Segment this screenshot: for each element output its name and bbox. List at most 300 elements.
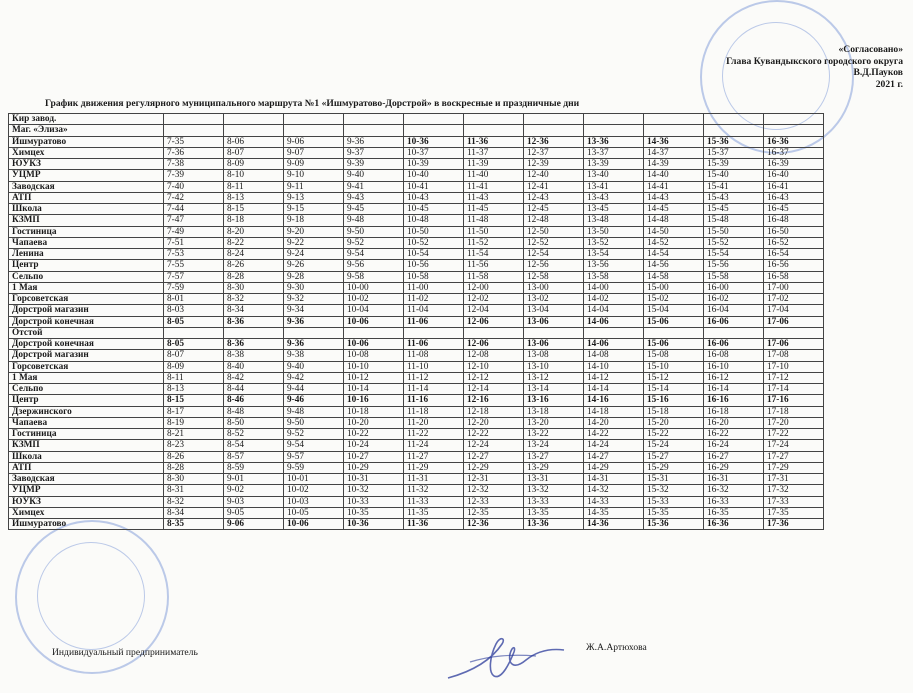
departure-time-cell: 17-06: [764, 316, 824, 327]
departure-time-cell: 15-31: [644, 474, 704, 485]
stop-name-cell: Ишмуратово: [9, 136, 164, 147]
schedule-row: [9, 215, 824, 226]
departure-time-cell: 8-36: [224, 339, 284, 350]
departure-time-cell: 17-31: [764, 474, 824, 485]
departure-time-cell: 10-05: [284, 507, 344, 518]
schedule-row: [9, 440, 824, 451]
departure-time-cell: 17-24: [764, 440, 824, 451]
departure-time-cell: 15-50: [704, 226, 764, 237]
departure-time-cell: 15-04: [644, 305, 704, 316]
departure-time-cell: 14-18: [584, 406, 644, 417]
departure-time-cell: 11-45: [464, 204, 524, 215]
departure-time-cell: 15-20: [644, 417, 704, 428]
departure-time-cell: [164, 327, 224, 338]
departure-time-cell: 8-35: [164, 519, 224, 530]
departure-time-cell: 16-39: [764, 159, 824, 170]
header-row-2: [9, 125, 824, 136]
schedule-row: [9, 192, 824, 203]
departure-time-cell: 9-36: [284, 316, 344, 327]
departure-time-cell: 12-24: [464, 440, 524, 451]
departure-time-cell: [764, 327, 824, 338]
stop-name-cell: Центр: [9, 260, 164, 271]
departure-time-cell: 13-52: [584, 237, 644, 248]
departure-time-cell: 16-24: [704, 440, 764, 451]
departure-time-cell: 14-02: [584, 294, 644, 305]
departure-time-cell: 13-18: [524, 406, 584, 417]
departure-time-cell: 15-24: [644, 440, 704, 451]
departure-time-cell: 9-50: [344, 226, 404, 237]
departure-time-cell: 13-36: [584, 136, 644, 147]
departure-time-cell: 8-17: [164, 406, 224, 417]
departure-time-cell: 8-34: [224, 305, 284, 316]
departure-time-cell: 9-50: [284, 417, 344, 428]
departure-time-cell: [704, 327, 764, 338]
schedule-row: [9, 429, 824, 440]
departure-time-cell: 15-22: [644, 429, 704, 440]
departure-time-cell: 11-43: [464, 192, 524, 203]
schedule-row: [9, 519, 824, 530]
departure-time-cell: 11-27: [404, 451, 464, 462]
departure-time-cell: 8-26: [224, 260, 284, 271]
departure-time-cell: 15-06: [644, 339, 704, 350]
departure-time-cell: 16-37: [764, 147, 824, 158]
departure-time-cell: 8-38: [224, 350, 284, 361]
departure-time-cell: 12-54: [524, 249, 584, 260]
departure-time-cell: 12-48: [524, 215, 584, 226]
departure-time-cell: 16-16: [704, 395, 764, 406]
departure-time-cell: 10-40: [404, 170, 464, 181]
departure-time-cell: 14-50: [644, 226, 704, 237]
departure-time-cell: 11-06: [404, 339, 464, 350]
departure-time-cell: 9-10: [284, 170, 344, 181]
departure-time-cell: 11-33: [404, 496, 464, 507]
departure-time-cell: 14-16: [584, 395, 644, 406]
departure-time-cell: 13-36: [524, 519, 584, 530]
schedule-row: [9, 451, 824, 462]
departure-time-cell: 12-32: [464, 485, 524, 496]
departure-time-cell: 14-20: [584, 417, 644, 428]
departure-time-cell: 8-18: [224, 215, 284, 226]
departure-time-cell: 16-56: [764, 260, 824, 271]
departure-time-cell: 8-52: [224, 429, 284, 440]
departure-time-cell: 14-10: [584, 361, 644, 372]
departure-time-cell: 15-37: [704, 147, 764, 158]
footer-entrepreneur-label: Индивидуальный предприниматель: [52, 647, 198, 658]
departure-time-cell: 17-18: [764, 406, 824, 417]
departure-time-cell: 14-24: [584, 440, 644, 451]
departure-time-cell: 14-48: [644, 215, 704, 226]
departure-time-cell: 9-38: [284, 350, 344, 361]
stop-name-cell: АТП: [9, 192, 164, 203]
schedule-row: [9, 417, 824, 428]
departure-time-cell: 10-06: [284, 519, 344, 530]
departure-time-cell: 15-58: [704, 271, 764, 282]
departure-time-cell: 8-21: [164, 429, 224, 440]
departure-time-cell: 15-12: [644, 372, 704, 383]
departure-time-cell: 14-45: [644, 204, 704, 215]
departure-time-cell: 14-14: [584, 384, 644, 395]
departure-time-cell: 13-54: [584, 249, 644, 260]
departure-time-cell: 9-09: [284, 159, 344, 170]
departure-time-cell: 15-27: [644, 451, 704, 462]
departure-time-cell: 16-18: [704, 406, 764, 417]
departure-time-cell: 7-44: [164, 204, 224, 215]
departure-time-cell: 9-40: [344, 170, 404, 181]
departure-time-cell: 8-57: [224, 451, 284, 462]
header-stop-cell: Маг. «Элиза»: [9, 125, 164, 136]
departure-time-cell: 10-08: [344, 350, 404, 361]
departure-time-cell: 8-13: [164, 384, 224, 395]
stop-name-cell: Чапаева: [9, 417, 164, 428]
departure-time-cell: 14-35: [584, 507, 644, 518]
departure-time-cell: 12-02: [464, 294, 524, 305]
departure-time-cell: 12-31: [464, 474, 524, 485]
departure-time-cell: 13-40: [584, 170, 644, 181]
departure-time-cell: 12-35: [464, 507, 524, 518]
departure-time-cell: 14-00: [584, 282, 644, 293]
departure-time-cell: 13-06: [524, 316, 584, 327]
departure-time-cell: 12-06: [464, 316, 524, 327]
departure-time-cell: 11-29: [404, 462, 464, 473]
departure-time-cell: 12-40: [524, 170, 584, 181]
departure-time-cell: 17-08: [764, 350, 824, 361]
departure-time-cell: 8-15: [164, 395, 224, 406]
departure-time-cell: 14-58: [644, 271, 704, 282]
departure-time-cell: 9-58: [344, 271, 404, 282]
departure-time-cell: 12-33: [464, 496, 524, 507]
schedule-row: [9, 249, 824, 260]
departure-time-cell: 8-36: [224, 316, 284, 327]
departure-time-cell: 15-36: [704, 136, 764, 147]
departure-time-cell: 13-43: [584, 192, 644, 203]
stop-name-cell: Отстой: [9, 327, 164, 338]
departure-time-cell: 14-04: [584, 305, 644, 316]
departure-time-cell: 16-14: [704, 384, 764, 395]
departure-time-cell: 15-40: [704, 170, 764, 181]
departure-time-cell: 9-18: [284, 215, 344, 226]
schedule-row: [9, 204, 824, 215]
departure-time-cell: 16-29: [704, 462, 764, 473]
departure-time-cell: 15-10: [644, 361, 704, 372]
departure-time-cell: 9-56: [344, 260, 404, 271]
departure-time-cell: 10-00: [344, 282, 404, 293]
departure-time-cell: 9-20: [284, 226, 344, 237]
schedule-row: [9, 226, 824, 237]
schedule-row: [9, 507, 824, 518]
departure-time-cell: 11-56: [464, 260, 524, 271]
departure-time-cell: 16-12: [704, 372, 764, 383]
departure-time-cell: 16-00: [704, 282, 764, 293]
departure-time-cell: 9-13: [284, 192, 344, 203]
departure-time-cell: 15-00: [644, 282, 704, 293]
schedule-row: [9, 361, 824, 372]
schedule-row: [9, 474, 824, 485]
departure-time-cell: 12-45: [524, 204, 584, 215]
departure-time-cell: 15-06: [644, 316, 704, 327]
departure-time-cell: 8-28: [224, 271, 284, 282]
departure-time-cell: 12-29: [464, 462, 524, 473]
departure-time-cell: 15-41: [704, 181, 764, 192]
stop-name-cell: КЗМП: [9, 215, 164, 226]
departure-time-cell: 9-24: [284, 249, 344, 260]
departure-time-cell: 17-16: [764, 395, 824, 406]
departure-time-cell: 10-36: [344, 519, 404, 530]
schedule-row: [9, 147, 824, 158]
departure-time-cell: 11-02: [404, 294, 464, 305]
departure-time-cell: 13-29: [524, 462, 584, 473]
departure-time-cell: 16-36: [704, 519, 764, 530]
departure-time-cell: 16-06: [704, 316, 764, 327]
departure-time-cell: 16-33: [704, 496, 764, 507]
departure-time-cell: 14-40: [644, 170, 704, 181]
departure-time-cell: 11-18: [404, 406, 464, 417]
departure-time-cell: 8-05: [164, 339, 224, 350]
stop-name-cell: Школа: [9, 451, 164, 462]
stop-name-cell: Дорстрой конечная: [9, 339, 164, 350]
departure-time-cell: 14-52: [644, 237, 704, 248]
stop-name-cell: Химцех: [9, 147, 164, 158]
stop-name-cell: Чапаева: [9, 237, 164, 248]
departure-time-cell: 10-45: [404, 204, 464, 215]
schedule-row: [9, 294, 824, 305]
departure-time-cell: 8-24: [224, 249, 284, 260]
departure-time-cell: 15-18: [644, 406, 704, 417]
document-title: График движения регулярного муниципального маршрута №1 «Ишмуратово-Дорстрой» в воскресные и праздничные дни: [45, 98, 580, 109]
departure-time-cell: 8-40: [224, 361, 284, 372]
stop-name-cell: ЮУКЗ: [9, 496, 164, 507]
departure-time-cell: 16-27: [704, 451, 764, 462]
approval-block: [653, 44, 903, 90]
departure-time-cell: 9-05: [224, 507, 284, 518]
departure-time-cell: 9-59: [284, 462, 344, 473]
schedule-row: [9, 271, 824, 282]
departure-time-cell: 13-56: [584, 260, 644, 271]
departure-time-cell: 13-50: [584, 226, 644, 237]
departure-time-cell: 14-06: [584, 316, 644, 327]
departure-time-cell: 10-24: [344, 440, 404, 451]
stop-name-cell: Химцех: [9, 507, 164, 518]
departure-time-cell: 9-52: [344, 237, 404, 248]
departure-time-cell: 8-07: [224, 147, 284, 158]
departure-time-cell: 14-27: [584, 451, 644, 462]
departure-time-cell: 9-48: [284, 406, 344, 417]
departure-time-cell: 7-35: [164, 136, 224, 147]
departure-time-cell: 11-20: [404, 417, 464, 428]
departure-time-cell: 10-20: [344, 417, 404, 428]
departure-time-cell: 8-13: [224, 192, 284, 203]
departure-time-cell: 8-31: [164, 485, 224, 496]
departure-time-cell: 16-54: [764, 249, 824, 260]
departure-time-cell: 16-10: [704, 361, 764, 372]
departure-time-cell: 11-24: [404, 440, 464, 451]
departure-time-cell: 12-12: [464, 372, 524, 383]
departure-time-cell: 11-58: [464, 271, 524, 282]
schedule-row: [9, 372, 824, 383]
departure-time-cell: 8-50: [224, 417, 284, 428]
departure-time-cell: 15-54: [704, 249, 764, 260]
departure-time-cell: 10-37: [404, 147, 464, 158]
schedule-row: [9, 350, 824, 361]
departure-time-cell: 17-04: [764, 305, 824, 316]
departure-time-cell: 10-04: [344, 305, 404, 316]
departure-time-cell: 17-36: [764, 519, 824, 530]
departure-time-cell: 10-43: [404, 192, 464, 203]
departure-time-cell: 10-14: [344, 384, 404, 395]
departure-time-cell: 9-52: [284, 429, 344, 440]
departure-time-cell: 16-20: [704, 417, 764, 428]
stop-name-cell: ЮУКЗ: [9, 159, 164, 170]
departure-time-cell: 12-50: [524, 226, 584, 237]
departure-time-cell: 15-48: [704, 215, 764, 226]
departure-time-cell: 9-44: [284, 384, 344, 395]
departure-time-cell: 12-22: [464, 429, 524, 440]
departure-time-cell: 9-06: [224, 519, 284, 530]
departure-time-cell: 17-32: [764, 485, 824, 496]
departure-time-cell: 14-12: [584, 372, 644, 383]
departure-time-cell: 10-54: [404, 249, 464, 260]
departure-time-cell: 16-32: [704, 485, 764, 496]
schedule-row: [9, 406, 824, 417]
departure-time-cell: 11-48: [464, 215, 524, 226]
departure-time-cell: 11-04: [404, 305, 464, 316]
departure-time-cell: 10-31: [344, 474, 404, 485]
departure-time-cell: 13-08: [524, 350, 584, 361]
stop-name-cell: Дзержинского: [9, 406, 164, 417]
departure-time-cell: 11-36: [464, 136, 524, 147]
schedule-row: [9, 496, 824, 507]
footer-signer-name: Ж.А.Артюхова: [586, 642, 647, 653]
departure-time-cell: 12-10: [464, 361, 524, 372]
stop-name-cell: Ишмуратово: [9, 519, 164, 530]
schedule-row: [9, 327, 824, 338]
departure-time-cell: 9-39: [344, 159, 404, 170]
departure-time-cell: 8-44: [224, 384, 284, 395]
departure-time-cell: 14-29: [584, 462, 644, 473]
schedule-row: [9, 485, 824, 496]
signature-icon: [440, 632, 570, 684]
schedule-row: [9, 181, 824, 192]
departure-time-cell: 8-05: [164, 316, 224, 327]
departure-time-cell: 15-32: [644, 485, 704, 496]
departure-time-cell: 16-22: [704, 429, 764, 440]
departure-time-cell: 14-36: [644, 136, 704, 147]
stop-name-cell: Горсоветская: [9, 294, 164, 305]
departure-time-cell: 12-37: [524, 147, 584, 158]
departure-time-cell: 12-14: [464, 384, 524, 395]
departure-time-cell: 16-50: [764, 226, 824, 237]
stop-name-cell: Заводская: [9, 181, 164, 192]
departure-time-cell: 9-11: [284, 181, 344, 192]
departure-time-cell: 16-04: [704, 305, 764, 316]
departure-time-cell: 13-10: [524, 361, 584, 372]
departure-time-cell: 17-22: [764, 429, 824, 440]
departure-time-cell: 10-02: [344, 294, 404, 305]
departure-time-cell: 10-41: [404, 181, 464, 192]
departure-time-cell: 9-26: [284, 260, 344, 271]
departure-time-cell: 9-43: [344, 192, 404, 203]
departure-time-cell: 7-42: [164, 192, 224, 203]
departure-time-cell: 8-34: [164, 507, 224, 518]
departure-time-cell: 11-14: [404, 384, 464, 395]
departure-time-cell: 9-41: [344, 181, 404, 192]
departure-time-cell: 8-11: [164, 372, 224, 383]
departure-time-cell: 12-41: [524, 181, 584, 192]
departure-time-cell: 16-35: [704, 507, 764, 518]
stop-name-cell: УЦМР: [9, 170, 164, 181]
departure-time-cell: 16-06: [704, 339, 764, 350]
departure-time-cell: 8-09: [224, 159, 284, 170]
departure-time-cell: 12-36: [464, 519, 524, 530]
schedule-row: [9, 136, 824, 147]
departure-time-cell: 7-49: [164, 226, 224, 237]
stop-name-cell: Дорстрой конечная: [9, 316, 164, 327]
departure-time-cell: 15-56: [704, 260, 764, 271]
departure-time-cell: 17-12: [764, 372, 824, 383]
departure-time-cell: 16-52: [764, 237, 824, 248]
schedule-row: [9, 339, 824, 350]
stop-name-cell: Ленина: [9, 249, 164, 260]
departure-time-cell: 9-40: [284, 361, 344, 372]
departure-time-cell: 9-54: [344, 249, 404, 260]
departure-time-cell: 13-58: [584, 271, 644, 282]
departure-time-cell: 12-58: [524, 271, 584, 282]
departure-time-cell: 14-08: [584, 350, 644, 361]
departure-time-cell: 13-06: [524, 339, 584, 350]
departure-time-cell: 10-56: [404, 260, 464, 271]
departure-time-cell: 16-48: [764, 215, 824, 226]
company-seal-bottom-inner-ring: [37, 542, 145, 650]
departure-time-cell: 13-33: [524, 496, 584, 507]
departure-time-cell: 8-54: [224, 440, 284, 451]
departure-time-cell: 16-02: [704, 294, 764, 305]
departure-time-cell: 8-15: [224, 204, 284, 215]
departure-time-cell: 9-28: [284, 271, 344, 282]
departure-time-cell: 16-41: [764, 181, 824, 192]
departure-time-cell: 9-30: [284, 282, 344, 293]
departure-time-cell: 9-06: [284, 136, 344, 147]
departure-time-cell: 10-03: [284, 496, 344, 507]
departure-time-cell: 11-41: [464, 181, 524, 192]
departure-time-cell: 11-31: [404, 474, 464, 485]
departure-time-cell: 11-39: [464, 159, 524, 170]
departure-time-cell: 15-02: [644, 294, 704, 305]
departure-time-cell: 10-50: [404, 226, 464, 237]
departure-time-cell: 13-35: [524, 507, 584, 518]
departure-time-cell: [584, 327, 644, 338]
departure-time-cell: 13-37: [584, 147, 644, 158]
departure-time-cell: 8-20: [224, 226, 284, 237]
departure-time-cell: 10-02: [284, 485, 344, 496]
departure-time-cell: 8-22: [224, 237, 284, 248]
departure-time-cell: 11-16: [404, 395, 464, 406]
departure-time-cell: 8-26: [164, 451, 224, 462]
departure-time-cell: 12-04: [464, 305, 524, 316]
departure-time-cell: 13-00: [524, 282, 584, 293]
departure-time-cell: 7-53: [164, 249, 224, 260]
schedule-row: [9, 282, 824, 293]
departure-time-cell: 12-20: [464, 417, 524, 428]
departure-time-cell: 11-06: [404, 316, 464, 327]
departure-time-cell: 9-07: [284, 147, 344, 158]
departure-time-cell: 17-27: [764, 451, 824, 462]
departure-time-cell: 15-36: [644, 519, 704, 530]
departure-time-cell: 13-27: [524, 451, 584, 462]
departure-time-cell: 10-18: [344, 406, 404, 417]
departure-time-cell: 10-29: [344, 462, 404, 473]
departure-time-cell: 17-06: [764, 339, 824, 350]
departure-time-cell: 16-43: [764, 192, 824, 203]
departure-time-cell: 8-46: [224, 395, 284, 406]
